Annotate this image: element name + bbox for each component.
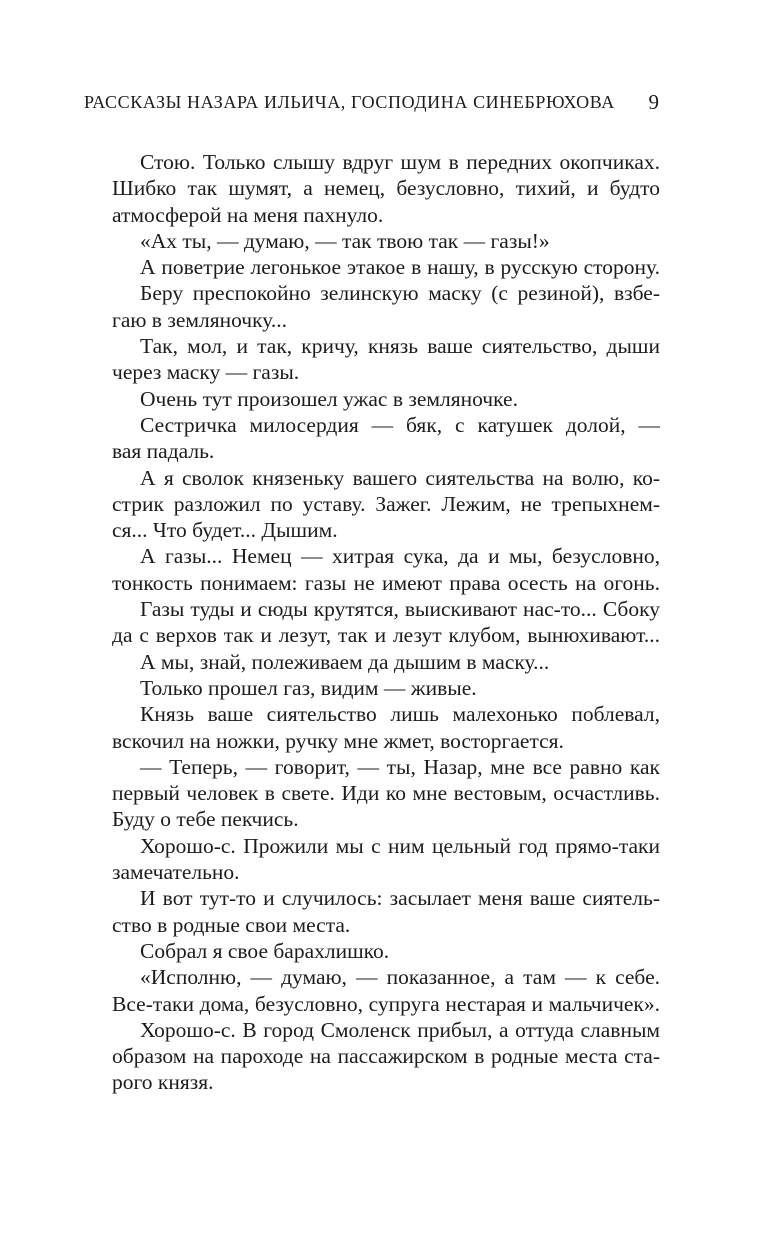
text-line: Буду о тебе пекчись. [112, 807, 299, 832]
text-line: ство в родные свои места. [112, 912, 351, 937]
text-line: «Исполню, — думаю, — показанное, а там — к себе. [140, 965, 660, 990]
text-line: Сестричка милосердия — бяк, с катушек долой, — [140, 412, 660, 437]
text-line: рого князя. [112, 1070, 214, 1095]
text-line: Шибко так шумят, а немец, безусловно, тихий, и будто [112, 176, 660, 201]
text-line: Князь ваше сиятельство лишь малехонько поблевал, [140, 702, 660, 727]
text-line: стрик разложил по уставу. Зажег. Лежим, не трепыхнем- [112, 491, 660, 516]
text-line: А я сволок князеньку вашего сиятельства на волю, ко- [140, 465, 660, 490]
text-line: «Ах ты, — думаю, — так твою так — газы!» [140, 228, 550, 253]
text-line: Газы туды и сюды крутятся, выискивают нас-то... Сбоку [140, 597, 660, 622]
text-line: вскочил на ножки, ручку мне жмет, восторгается. [112, 728, 564, 753]
running-title: РАССКАЗЫ НАЗАРА ИЛЬИЧА, ГОСПОДИНА СИНЕБРЮХОВА [84, 92, 615, 112]
text-line: гаю в земляночку... [112, 307, 287, 332]
text-line: замечательно. [112, 860, 240, 885]
text-line: Собрал я свое барахлишко. [140, 938, 390, 963]
text-line: ся... Что будет... Дышим. [112, 518, 338, 543]
text-line: через маску — газы. [112, 360, 300, 385]
text-line: Хорошо-с. В город Смоленск прибыл, а оттуда славным [140, 1017, 660, 1042]
text-line: Беру преспокойно зелинскую маску (с резиной), взбе- [140, 281, 660, 306]
text-line: да с верхов так и лезут, так и лезут клубом, вынюхивают... [112, 623, 660, 648]
page-number: 9 [648, 90, 659, 114]
text-line: тонкость понимаем: газы не имеют права осесть на огонь. [112, 570, 660, 595]
text-line: А мы, знай, полеживаем да дышим в маску... [140, 649, 550, 674]
text-line: Стою. Только слышу вдруг шум в передних окопчиках. [140, 150, 660, 174]
text-line: Хорошо-с. Прожили мы с ним цельный год прямо-таки [140, 833, 660, 858]
text-line: — Теперь, — говорит, — ты, Назар, мне все равно как [140, 754, 660, 779]
text-line: А поветрие легонькое этакое в нашу, в русскую сторону. [140, 255, 660, 280]
text-line: Очень тут произошел ужас в земляночке. [140, 386, 518, 411]
text-line: образом на пароходе на пассажирском в родные места ста- [112, 1044, 660, 1069]
running-header [84, 90, 659, 120]
text-line: Так, мол, и так, кричу, князь ваше сиятельство, дыши [140, 334, 660, 359]
text-line: И вот тут-то и случилось: засылает меня ваше сиятель- [140, 886, 660, 911]
text-line: вая падаль. [112, 439, 215, 464]
text-line: А газы... Немец — хитрая сука, да и мы, безусловно, [140, 544, 660, 569]
text-line: Все-таки дома, безусловно, супруга нестарая и мальчичек». [112, 991, 660, 1016]
text-line: атмосферой на меня пахнуло. [112, 202, 384, 227]
text-line: первый человек в свете. Иди ко мне вестовым, осчастливь. [112, 781, 660, 806]
body-text [112, 149, 660, 1096]
text-line: Только прошел газ, видим — живые. [140, 675, 477, 700]
